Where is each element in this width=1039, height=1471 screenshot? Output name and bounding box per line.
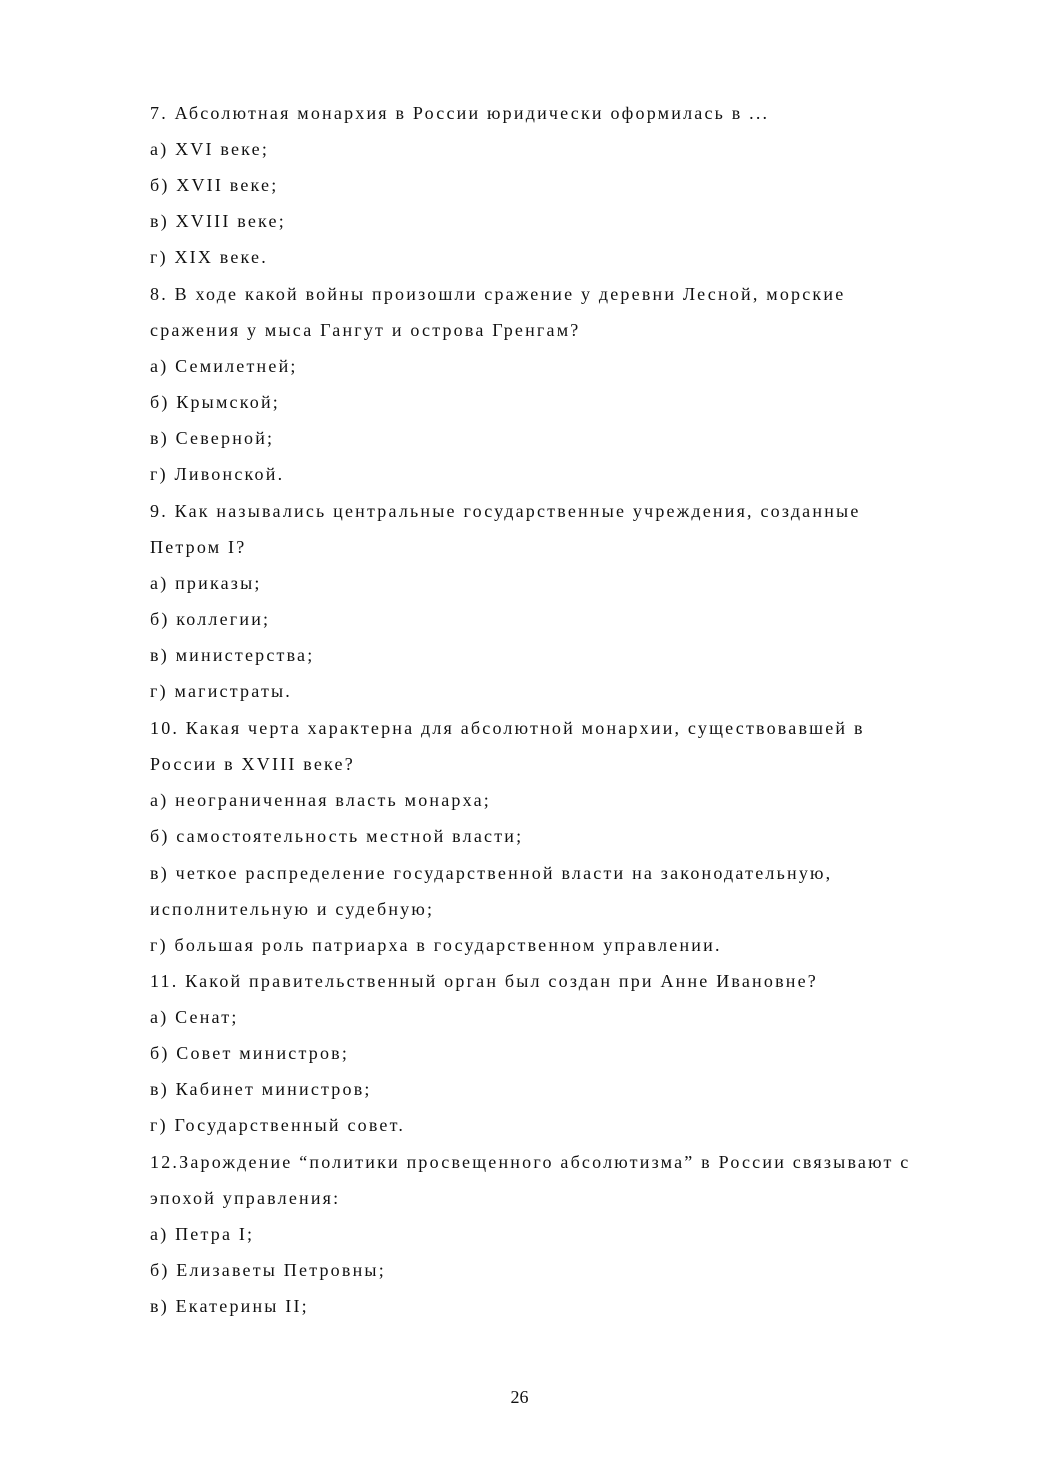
- q10-option-d: г) большая роль патриарха в государственном управлении.: [150, 935, 722, 955]
- q8-option-c: в) Северной;: [150, 428, 275, 448]
- q10-question-line1: 10. Какая черта характерна для абсолютной монархии, существовавшей в: [150, 718, 865, 738]
- q8-question-line1: 8. В ходе какой войны произошли сражение у деревни Лесной, морские: [150, 284, 846, 304]
- q10-option-b: б) самостоятельность местной власти;: [150, 826, 524, 846]
- q11-option-a: а) Сенат;: [150, 1007, 239, 1027]
- q7-option-d: г) XIX веке.: [150, 247, 268, 267]
- q9-option-c: в) министерства;: [150, 645, 315, 665]
- q9-option-a: а) приказы;: [150, 573, 262, 593]
- q12-option-b: б) Елизаветы Петровны;: [150, 1260, 386, 1280]
- q12-question-line1: 12.Зарождение “политики просвещенного абсолютизма” в России связывают с: [150, 1152, 911, 1172]
- q10-option-c-line2: исполнительную и судебную;: [150, 899, 435, 919]
- q12-option-a: а) Петра I;: [150, 1224, 255, 1244]
- q7-option-a: а) XVI веке;: [150, 139, 270, 159]
- q10-option-c-line1: в) четкое распределение государственной власти на законодательную,: [150, 863, 833, 883]
- q7-question: 7. Абсолютная монархия в России юридически оформилась в ...: [150, 103, 770, 123]
- q11-option-b: б) Совет министров;: [150, 1043, 350, 1063]
- q11-option-d: г) Государственный совет.: [150, 1115, 406, 1135]
- q12-option-c: в) Екатерины II;: [150, 1296, 309, 1316]
- page-number: 26: [510, 1387, 529, 1407]
- q8-question-line2: сражения у мыса Гангут и острова Гренгам?: [150, 320, 581, 340]
- q8-option-a: а) Семилетней;: [150, 356, 298, 376]
- q11-option-c: в) Кабинет министров;: [150, 1079, 372, 1099]
- q12-question-line2: эпохой управления:: [150, 1188, 341, 1208]
- q8-option-d: г) Ливонской.: [150, 464, 285, 484]
- q9-question-line1: 9. Как назывались центральные государственные учреждения, созданные: [150, 501, 861, 521]
- q8-option-b: б) Крымской;: [150, 392, 280, 412]
- q10-question-line2: России в XVIII веке?: [150, 754, 355, 774]
- q7-option-b: б) XVII веке;: [150, 175, 279, 195]
- q9-question-line2: Петром I?: [150, 537, 247, 557]
- q10-option-a: а) неограниченная власть монарха;: [150, 790, 491, 810]
- q9-option-d: г) магистраты.: [150, 681, 293, 701]
- q9-option-b: б) коллегии;: [150, 609, 271, 629]
- q11-question: 11. Какой правительственный орган был создан при Анне Ивановне?: [150, 971, 818, 991]
- q7-option-c: в) XVIII веке;: [150, 211, 286, 231]
